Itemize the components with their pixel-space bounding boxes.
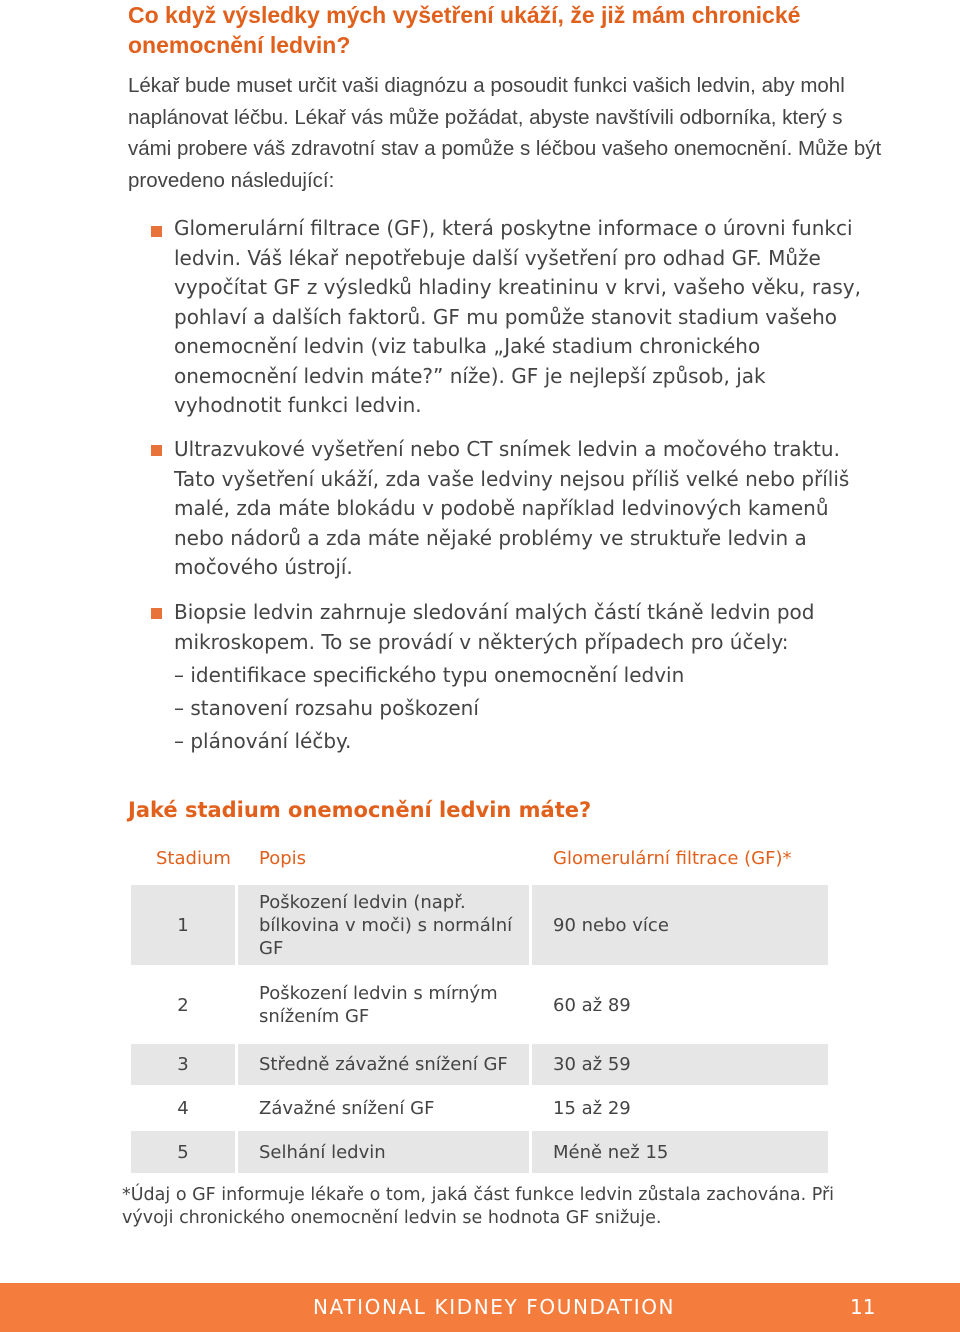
table-cell-description: Poškození ledvin (např. bílkovina v moči) s normální GF: [238, 885, 529, 965]
table-cell-gfr: 30 až 59: [532, 1044, 828, 1085]
table-cell-stage: 3: [131, 1044, 235, 1085]
table-cell-stage: 2: [177, 994, 189, 1016]
table-cell-description: Závažné snížení GF: [259, 1097, 435, 1119]
bullet-square-icon: [151, 445, 162, 456]
table-cell-description: Selhání ledvin: [238, 1131, 529, 1173]
table-row: [131, 885, 828, 965]
footer-organization: NATIONAL KIDNEY FOUNDATION: [313, 1295, 676, 1319]
table-header-gfr: Glomerulární filtrace (GF)*: [553, 848, 792, 869]
table-cell-gfr: Méně než 15: [532, 1131, 828, 1173]
table-header-stage: Stadium: [156, 848, 231, 869]
table-row: [131, 1044, 828, 1085]
bullet-item-ultrasound: Ultrazvukové vyšetření nebo CT snímek ledvin a močového traktu. Tato vyšetření ukáží, zda vaše ledviny nejsou příliš velké nebo příliš malé, zda máte blokádu v podobě například ledvinových kamenů nebo nádorů a zda máte nějaké problémy ve struktuře ledvin a močového ústrojí.: [174, 437, 850, 579]
table-footnote: *Údaj o GF informuje lékaře o tom, jaká část funkce ledvin zůstala zachována. Při vývoji chronického onemocnění ledvin se hodnota GF snižuje.: [122, 1185, 835, 1228]
table-row: [131, 1088, 828, 1128]
table-cell-stage: 5: [131, 1131, 235, 1173]
biopsy-sub-item: – identifikace specifického typu onemocnění ledvin: [174, 663, 685, 687]
biopsy-sub-item: – plánování léčby.: [174, 729, 352, 753]
biopsy-sub-item: – stanovení rozsahu poškození: [174, 696, 479, 720]
section-heading: Co když výsledky mých vyšetření ukáží, že již mám chronické onemocnění ledvin?: [128, 2, 801, 58]
intro-paragraph: Lékař bude muset určit vaši diagnózu a posoudit funkci vašich ledvin, aby mohl naplánovat léčbu. Lékař vás může požádat, abyste navštívili odborníka, který s vámi probere váš zdravotní stav a pomůže s léčbou vašeho onemocnění. Může být provedeno následující:: [128, 74, 882, 192]
table-cell-description: Poškození ledvin s mírným snížením GF: [259, 983, 498, 1027]
table-cell-description: Středně závažné snížení GF: [238, 1044, 529, 1085]
table-cell-gfr: 90 nebo více: [532, 885, 828, 965]
table-header-description: Popis: [259, 848, 307, 869]
table-title: Jaké stadium onemocnění ledvin máte?: [128, 798, 592, 822]
table-row: [131, 1131, 828, 1173]
bullet-square-icon: [151, 608, 162, 619]
table-cell-stage: 4: [177, 1097, 189, 1119]
table-cell-stage: 1: [131, 885, 235, 965]
bullet-square-icon: [151, 226, 162, 237]
page-number: 11: [850, 1295, 876, 1319]
bullet-item-biopsy: Biopsie ledvin zahrnuje sledování malých částí tkáně ledvin pod mikroskopem. To se provádí v některých případech pro účely:: [174, 600, 815, 654]
bullet-item-gf: Glomerulární filtrace (GF), která poskytne informace o úrovni funkci ledvin. Váš lékař nepotřebuje další vyšetření pro odhad GF. Může vypočítat GF z výsledků hladiny kreatininu v krvi, vašeho věku, rasy, pohlaví a dalších faktorů. GF mu pomůže stanovit stadium vašeho onemocnění ledvin (viz tabulka „Jaké stadium chronického onemocnění ledvin máte?” níže). GF je nejlepší způsob, jak vyhodnotit funkci ledvin.: [174, 216, 861, 417]
table-row: [131, 968, 828, 1042]
table-cell-gfr: 15 až 29: [553, 1097, 631, 1119]
table-cell-gfr: 60 až 89: [553, 994, 631, 1016]
